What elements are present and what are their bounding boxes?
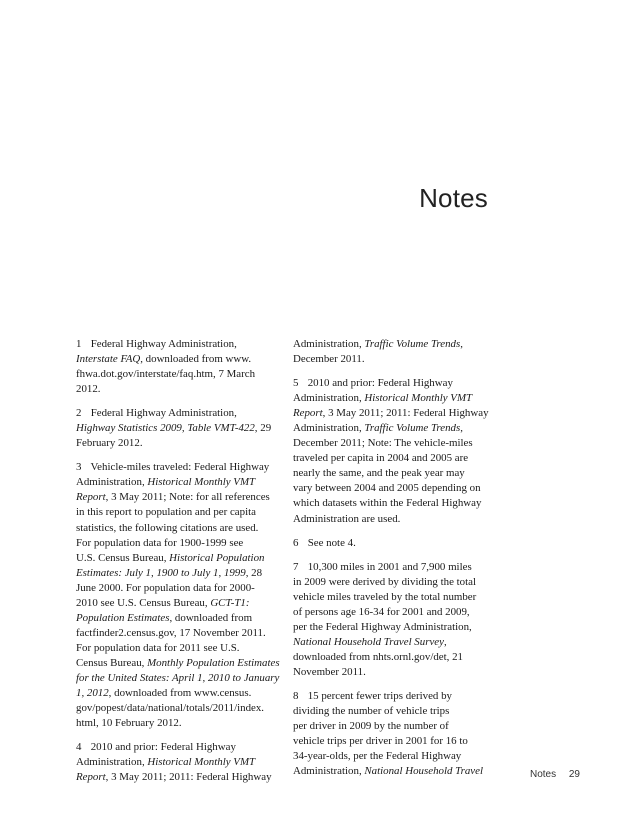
footnote-line: traveled per capita in 2004 and 2005 are: [293, 452, 469, 465]
footnote-line: which datasets within the Federal Highway: [293, 497, 482, 510]
footnote-line: Administration are used.: [293, 512, 401, 525]
footnote-line: factfinder2.census.gov, 17 November 2011.: [76, 626, 266, 639]
footnote-line: 34-year-olds, per the Federal Highway: [293, 750, 462, 763]
footnote-line: December 2011; Note: The vehicle-miles: [293, 437, 473, 450]
footnote-4: [76, 740, 276, 785]
footnote-line: Administration, Traffic Volume Trends,: [293, 338, 463, 350]
footnote-line: of persons age 16-34 for 2001 and 2009,: [293, 605, 470, 618]
footnote-line: downloaded from nhts.ornl.gov/det, 21: [293, 650, 463, 663]
footnote-line: html, 10 February 2012.: [76, 717, 182, 730]
footnote-line: 8 15 percent fewer trips derived by: [293, 689, 452, 702]
footnote-line: 6 See note 4.: [293, 536, 356, 549]
footnote-line: June 2000. For population data for 2000-: [76, 581, 255, 594]
footnote-line: December 2011.: [293, 353, 365, 366]
footnote-line: nearly the same, and the peak year may: [293, 467, 465, 480]
footnote-line: Report, 3 May 2011; Note: for all references: [76, 491, 270, 504]
footnote-line: per the Federal Highway Administration,: [293, 620, 472, 633]
footnote-line: in this report to population and per capita: [76, 506, 256, 519]
footnote-line: Census Bureau, Monthly Population Estimates: [76, 656, 280, 669]
footnote-line: Administration, Historical Monthly VMT: [76, 476, 256, 489]
page-number: 29: [568, 769, 580, 780]
footnote-line: 7 10,300 miles in 2001 and 7,900 miles: [293, 560, 472, 573]
footnote-line: statistics, the following citations are used.: [76, 521, 259, 534]
footnote-line: National Household Travel Survey,: [293, 635, 447, 648]
footnote-line: dividing the number of vehicle trips: [293, 705, 450, 718]
footnote-line: 3 Vehicle-miles traveled: Federal Highway: [76, 461, 270, 474]
notes-column-left: [76, 337, 280, 794]
footnote-line: Administration, Historical Monthly VMT: [76, 756, 256, 769]
footnote-line: Highway Statistics 2009, Table VMT-422, 29: [76, 422, 272, 435]
footnote-line: fhwa.dot.gov/interstate/faq.htm, 7 March: [76, 368, 256, 381]
page-footer: [530, 769, 580, 780]
footnote-line: U.S. Census Bureau, Historical Population: [76, 551, 265, 564]
footnote-3: [76, 460, 280, 731]
footnote-line: For population data for 1900-1999 see: [76, 536, 244, 549]
footnote-line: Administration, Traffic Volume Trends,: [293, 422, 463, 435]
footnote-line: Administration, Historical Monthly VMT: [293, 392, 473, 405]
footnote-line: Population Estimates, downloaded from: [76, 611, 253, 624]
footnote-line: February 2012.: [76, 437, 143, 450]
footnote-2: [76, 406, 276, 451]
footnote-line: For population data for 2011 see U.S.: [76, 641, 240, 654]
footnote-5: [293, 376, 493, 526]
footnote-line: 1 Federal Highway Administration,: [76, 338, 237, 350]
footnote-line: in 2009 were derived by dividing the total: [293, 575, 476, 588]
footnote-line: vehicle miles traveled by the total number: [293, 590, 477, 603]
footnote-line: 2012.: [76, 383, 101, 396]
footnote-line: 1, 2012, downloaded from www.census.: [76, 687, 252, 700]
footnote-line: 5 2010 and prior: Federal Highway: [293, 377, 453, 390]
footnote-line: gov/popest/data/national/totals/2011/index.: [76, 702, 265, 715]
footnote-7: [293, 560, 493, 680]
footnote-line: 2010 see U.S. Census Bureau, GCT-T1:: [76, 596, 250, 609]
footnote-1: [76, 337, 276, 397]
page-title: Notes: [419, 183, 488, 213]
footnote-line: Report, 3 May 2011; 2011: Federal Highway: [76, 771, 272, 784]
footnote-line: vary between 2004 and 2005 depending on: [293, 482, 481, 495]
footnote-line: Administration, National Household Travel: [293, 765, 483, 778]
footnote-8: [293, 689, 493, 779]
footnote-line: Interstate FAQ, downloaded from www.: [76, 353, 252, 366]
footnote-line: 2 Federal Highway Administration,: [76, 407, 237, 420]
notes-column-right: [293, 337, 493, 788]
footnote-line: per driver in 2009 by the number of: [293, 720, 449, 733]
footnote-continued: [293, 337, 493, 367]
footer-label: Notes: [529, 769, 557, 780]
footnote-line: vehicle trips per driver in 2001 for 16 to: [293, 735, 468, 748]
footnote-line: Report, 3 May 2011; 2011: Federal Highway: [293, 407, 489, 420]
footnote-line: for the United States: April 1, 2010 to January: [76, 671, 280, 684]
footnote-line: Estimates: July 1, 1900 to July 1, 1999, 28: [76, 566, 263, 579]
footnote-line: 4 2010 and prior: Federal Highway: [76, 741, 236, 754]
footnote-6: [293, 536, 493, 551]
footnote-line: November 2011.: [293, 665, 366, 678]
